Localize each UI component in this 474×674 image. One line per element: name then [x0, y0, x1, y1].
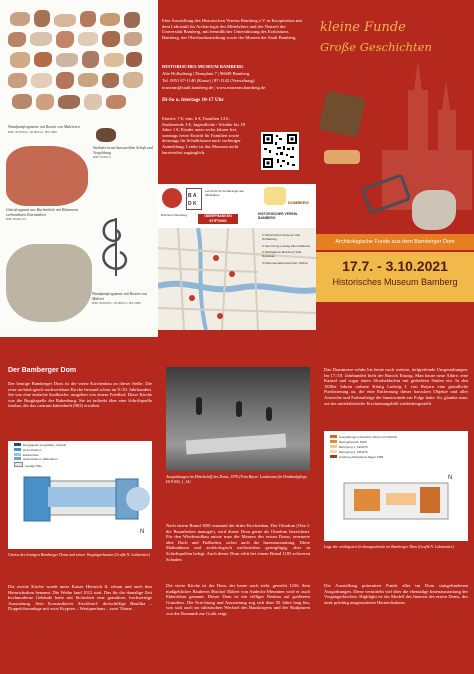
plan-legend: [14, 443, 84, 469]
photo-caption: Ausgrabungen im Mittelschiff des Doms, 1970 (Foto Bayer. Landesamt für Denkmalpflege, D19 004_1_14): [166, 475, 308, 484]
red-fragment: [6, 146, 88, 206]
legend-item: heutiger Bau: [14, 462, 84, 469]
grey-fragment: [6, 244, 92, 322]
svg-text:D K: D K: [188, 201, 197, 207]
city-map: [158, 228, 316, 330]
qr-code-icon[interactable]: [261, 132, 299, 170]
svg-text:N: N: [448, 475, 453, 481]
plan-legend: [330, 435, 430, 460]
cover-title-line-2: Große Geschichten: [320, 40, 432, 54]
cover-title-line-1: kleine Funde: [320, 20, 406, 35]
exhibition-subtitle: Archäologische Funde aus dem Bamberger Dom: [335, 239, 455, 245]
plan-caption: Lage der wichtigsten Grabungsschnitte im Bamberger Dom (Grafik N. Lobmeister): [324, 545, 454, 549]
date-bar: [316, 252, 474, 302]
panel-bottom-right: [316, 337, 474, 674]
svg-text:B A: B A: [188, 193, 197, 199]
body-paragraph: Das Dominnere erfuhr bis heute noch weitere, tiefgreifende Umgestaltungen. Im 17./18. Jahrhundert hielt der Barock Einzug. Man baute neue Altäre, eine Kanzel und sogar einen Altarbaldachin mit gedrehten Säulen ein. In den 1830er Jahren ordnete König Ludwig I. von Bayern eine gründliche Purifizierung an, die eine Entfernung dieser barocken Objekte und aller Anstriche und Farbaufträge der Innenwände zur Folge hatte. So, glaubte man, sei das mittelalterliche Erscheinungsbild wiederhergestellt.: [324, 367, 468, 406]
opening-hours: Di-So u. feiertags 10-17 Uhr: [162, 97, 224, 103]
subtitle-bar: [316, 234, 474, 250]
legend-item: 3 Stadtgalerie Bamberg Villa Dessauer: [262, 250, 302, 259]
sponsor-name: HISTORISCHER VEREIN BAMBERG: [258, 212, 298, 220]
body-paragraph: Der heutige Bamberger Dom ist der vierte Kirchenbau an dieser Stelle. Die erste archäologisch nachweisbare Kirche bestand schon im 9./10. Jahrhundert. Sie war eine einfache Saalkirche, umgeben von einem Friedhof. Diese Kirche war die Burgkapelle der Babenburg. Sie ist indirekt über eine Schriftquelle fassbar, die das castrum babenberh (902) erwähnt.: [8, 381, 152, 409]
shoe-fragment: [96, 128, 116, 142]
sponsor-name: Lehrstuhl für Archäologie des Mittelalters: [205, 189, 244, 197]
find-belt: [324, 150, 360, 164]
body-paragraph: Die vierte Kirche ist der Dom, der heute noch steht, geweiht 1236. Sein maßgeblicher Bauherrn Bischof Ekbert von Andechs-Meranien wird er auch Ekbertdom genannt. Dieser Dom ist ein völliger Neubau auf größerem Grundriss. Die Errichtung und Ausstattung zog sich über 50 Jahre lang hin, was sich auch im stilistischen Wechsel des Bauskörpers und der Skulpturen von der Romanik zur Gotik zeigt.: [166, 583, 310, 616]
caption-grille: Gitterfragment aus Buchenholz mit Klammern verbundenen Eisenstäben HM 18 661/15: [6, 208, 79, 222]
fragments-cluster: [8, 10, 143, 122]
intro-text: Eine Ausstellung des Historischen Vereins Bamberg e.V. in Kooperation mit dem Lehrstuhl für Archäologie des Mittelalters und der Neuzeit der Universität Bamberg, mit freundlicher Unterstützung des Erzbistums Bamberg, der Oberfrankenstiftung sowie der Museen der Stadt Bamberg.: [162, 18, 302, 40]
sponsor-logo: [186, 188, 202, 210]
panel-top-middle: [158, 0, 316, 337]
caption-wall-painting: Wandputzfragmente mit Resten von Malerei HM 18 000/41, 18 000/21, HY 2006: [92, 292, 147, 306]
panel-top-right: [316, 0, 474, 337]
find-bronze: [318, 90, 365, 137]
body-paragraph: Nach einem Brand 1081 entstand der dritte Kirchenbau. Der Ottodom (Otto I. die Bauarbeiten managte), wird dieser Dom gerne als Ottodom bezeichnet. Für den Wiederaufbau nutzte man die Mauern des ersten Doms, erneuerte aber Dach und Fußboden, sicher auch die Innenausstattung. Diese Maßnahmen und archäologisch nachweisbar geringfügig, aber in Schriftquellen belegt. Auch dieser Dom erlitt bei einem Brand 1185 schweren Schaden.: [166, 523, 310, 562]
panel-bottom-left: [0, 337, 158, 674]
legend-item: Beringsbereich 1969: [330, 440, 430, 445]
excavation-plan-map: [324, 431, 468, 541]
map-legend: [262, 234, 314, 266]
sponsor-name: Erzbistum Bamberg: [161, 213, 188, 217]
panel-top-left: [0, 0, 158, 337]
legend-item: Beringung 1, 1960/76: [330, 445, 430, 450]
exhibition-dates: 17.7. - 3.10.2021: [342, 258, 448, 274]
legend-item: Eckbertdom: [14, 453, 84, 458]
panel-bottom-middle: [158, 337, 316, 674]
prices-text: Eintritt: 7 €, erm. 6 €, Familien 14 €, Studierende 3 €, Jugendliche / Schüler bis 18 Jahre 1 €, Kinder unter sechs Jahren frei, sonntags freier Eintritt für Familien sowie dienstags für Schulklassen nach vorheriger Anmeldung. Leider ist das Museum nicht barrierefrei zugänglich.: [162, 116, 245, 155]
caption-wall-fragments: Wandputzfragmente mit Resten von Malereien HM 18 000/41, 18 000/21, HY 2006: [8, 125, 80, 134]
caption-shoe: Sitzlederin mit kunstvollem Schaft und Vergoldung HM 18 661/2: [93, 146, 153, 160]
floor-plan-map: [8, 441, 152, 549]
section-heading: Der Bamberger Dom: [8, 367, 77, 374]
sponsor-logo: [162, 188, 182, 208]
address-line-3[interactable]: museum@stadt.bamberg.de | www.museum.bamberg.de: [162, 85, 266, 90]
sponsor-logo-grid: [158, 184, 316, 228]
body-paragraph: Die Ausstellung präsentiert Funde aller im Dom stattgefundenen Ausgrabungen. Diese vermitteln viel über die ehemalige Innenausstattung der Vorgängerkirchen. Highlight ist ein Modell des Inneren des ersten Doms, des einst prächtig ausgestatteten Heinrichsdoms.: [324, 583, 468, 605]
legend-item: Heinrichsdom, Ekbertdom: [14, 457, 84, 462]
plan-caption: Umriss des heutigen Bamberger Doms und seiner Vorgängerbauten (Grafik N. Lobmeister): [8, 553, 151, 557]
museum-name: HISTORISCHES MUSEUM BAMBERG: [162, 64, 244, 69]
find-grey-stone: [412, 190, 456, 230]
iron-grille-icon: [94, 214, 138, 278]
legend-item: 2 Sammlung Ludwig Altes Rathaus: [262, 243, 310, 248]
legend-item: Burgkapelle (ungefährer Verlauf): [14, 443, 84, 448]
sponsor-logo: [264, 187, 286, 205]
legend-item: Beringung 2, 1960/76: [330, 450, 430, 455]
legend-item: Heinrichsdom: [14, 448, 84, 453]
exhibition-venue: Historisches Museum Bamberg: [332, 277, 458, 287]
body-paragraph: Die zweite Kirche wurde unter Kaiser Heinrich II. erbaut und auch ihm Heinrichsdom benannt. Die Weihe fand 1012 statt. Das für die damalige Zeit hochmoderne Gebäude hatte mit Sicherheit eine grandiose, hochwertige Ausstattung. Sein Konstruktiver Stockbrief: dreischiffige Basilika – Doppelchoranlage mit zwei Krypten – Westquerhaus – zwei Türme.: [8, 584, 152, 612]
legend-item: Ausgrabungen Westchor 2013 und 2016/16: [330, 435, 430, 440]
legend-item: 4 Dokumentationszentrum Wilma: [262, 260, 308, 265]
sponsor-name: OBERFRANKEN STIFTUNG: [198, 214, 238, 224]
sponsor-name: DOMBERG: [288, 200, 309, 205]
address-line-1: Alte Hofhaltung | Domplatz 7 | 96049 Bamberg: [162, 71, 250, 76]
svg-text:N: N: [140, 529, 145, 535]
legend-item: 1 Historisches Museum Alte Hofhaltung: [262, 233, 301, 241]
excavation-photo: [166, 367, 310, 471]
address-line-2: Tel. 0951 87-1140 (Kasse) | 87-1142 (Verwaltung): [162, 78, 255, 83]
legend-item: Grabung Arbeitskreis Nagel 1965: [330, 455, 430, 460]
